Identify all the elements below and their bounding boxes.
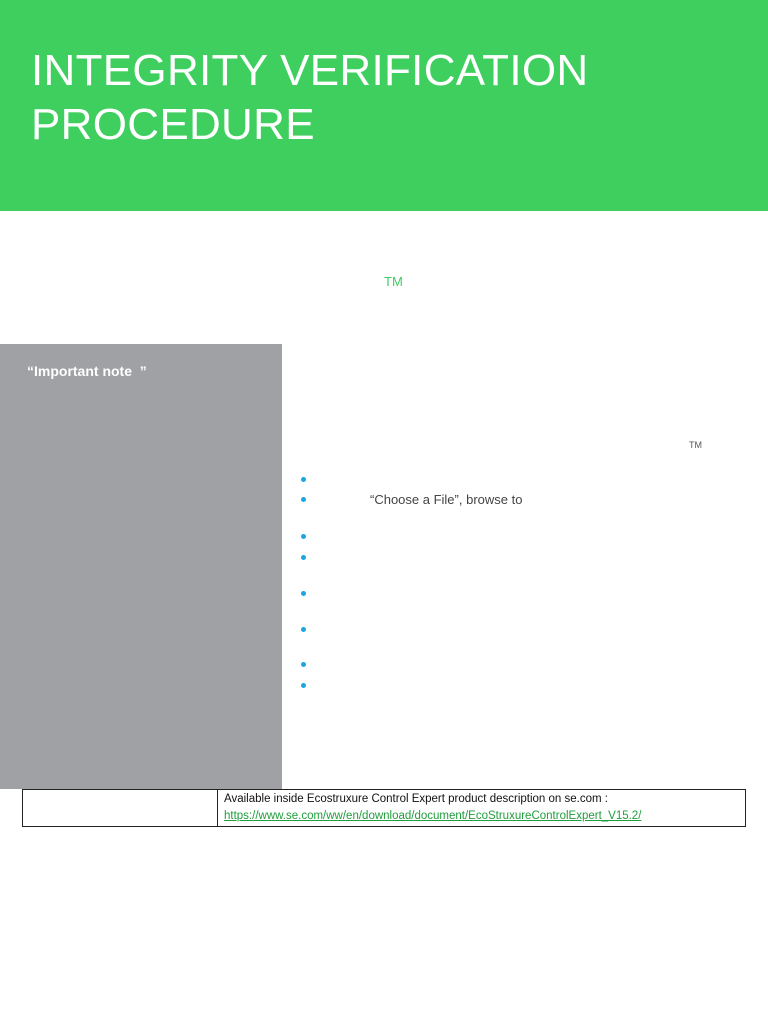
header-banner	[0, 0, 768, 211]
important-note-title: “Important note ”	[27, 363, 147, 379]
product-description-link[interactable]: https://www.se.com/ww/en/download/document/EcoStruxureControlExpert_V15.2/	[224, 810, 642, 822]
bullet-icon	[301, 683, 306, 688]
page-title-line-1: INTEGRITY VERIFICATION	[31, 46, 589, 95]
list-item	[301, 627, 309, 635]
list-item	[301, 662, 309, 670]
list-item	[301, 534, 309, 542]
list-item	[301, 555, 309, 563]
bullet-icon	[301, 555, 306, 560]
important-note-sidebar	[0, 344, 282, 789]
bullet-icon	[301, 591, 306, 596]
list-item	[301, 497, 309, 505]
content-trademark-symbol: TM	[689, 440, 702, 450]
list-item	[301, 683, 309, 691]
bullet-icon	[301, 477, 306, 482]
reference-label-cell	[23, 790, 218, 827]
page-title	[31, 44, 731, 152]
trademark-symbol: TM	[384, 274, 403, 289]
bullet-icon	[301, 534, 306, 539]
table-row	[23, 790, 746, 827]
list-item	[301, 591, 309, 599]
reference-value-cell	[218, 790, 746, 827]
reference-description: Available inside Ecostruxure Control Expert product description on se.com :	[224, 793, 608, 805]
choose-file-step-text: “Choose a File”, browse to	[370, 492, 523, 507]
bullet-icon	[301, 497, 306, 502]
reference-table	[22, 789, 746, 827]
bullet-icon	[301, 662, 306, 667]
list-item	[301, 477, 309, 485]
bullet-icon	[301, 627, 306, 632]
page-title-line-2: PROCEDURE	[31, 100, 315, 149]
